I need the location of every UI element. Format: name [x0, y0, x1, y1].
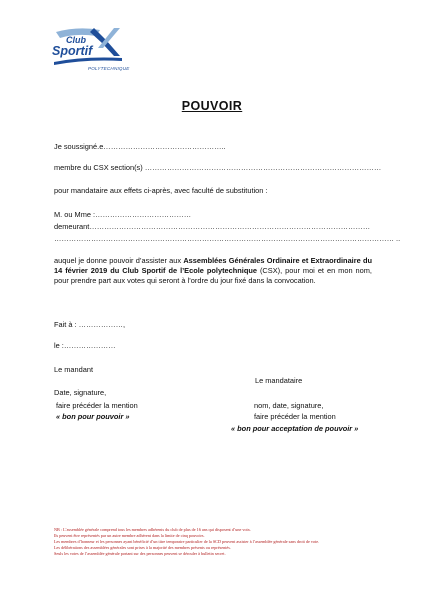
- logo-text-polytechnique: POLYTECHNIQUE: [88, 66, 130, 71]
- club-sportif-logo: [48, 26, 128, 74]
- footnote-line: Ils peuvent être représentés par un autre membre adhérent dans la limite de cinq pouvoirs.: [54, 533, 205, 539]
- footnote-line: Seuls les votes de l’assemblée générale portant sur des personnes peuvent se dérouler à bulletin secret.: [54, 551, 226, 557]
- membre-section-field[interactable]: membre du CSX section(s) ……………………………………………………………………………………: [54, 163, 382, 172]
- fait-a-field[interactable]: Fait à : ………………,: [54, 320, 126, 329]
- logo-text-club: Club: [66, 35, 86, 45]
- demeurant-field[interactable]: demeurant……………………………………………………………………………………………………: [54, 222, 371, 231]
- nom-field[interactable]: M. ou Mme :…………………………………: [54, 210, 192, 219]
- mandant-instruction-2: faire précéder la mention: [56, 401, 138, 410]
- logo-text-sportif: Sportif: [52, 44, 93, 58]
- pouvoir-text-1: auquel je donne pouvoir d’assister aux: [54, 256, 184, 265]
- footnote-line: Les délibérations des assemblées générales sont prises à la majorité des membres présents ou représentés.: [54, 545, 231, 551]
- soussigne-field[interactable]: Je soussigné.e…………………………………………..: [54, 142, 226, 151]
- mandataire-instruction-1: nom, date, signature,: [254, 401, 324, 410]
- footnote-line: Les membres d’honneur et les personnes ayant bénéficié d’un titre temporaire particulier de la SCD peuvent assister à l’assemblée générale sans droit de vote.: [54, 539, 320, 545]
- date-field[interactable]: le :…………………: [54, 341, 116, 350]
- footnotes: [54, 527, 374, 557]
- pouvoir-text-2: (CSX), pour moi et en mon nom, pour prendre part aux votes qui seront à l’ordre du jour fixé dans la convocation.: [54, 265, 372, 285]
- footnote-line: NB : L’assemblée générale comprend tous les membres adhérents du club de plus de 16 ans qui disposent d’une voix.: [54, 527, 251, 532]
- demeurant-continuation-field[interactable]: ………………………………………………………………………………………………………………………… ..: [54, 234, 401, 243]
- mandataire-intro: pour mandataire aux effets ci-après, avec faculté de substitution :: [54, 186, 268, 195]
- assemblees-generales-text: Assemblées Générales Ordinaire et Extraordinaire du 14 février 2019 du Club Sportif de l’Ecole polytechnique: [54, 256, 372, 275]
- mandant-label: Le mandant: [54, 365, 94, 374]
- mandataire-instruction-2: faire précéder la mention: [254, 412, 336, 421]
- page-title: POUVOIR: [181, 99, 243, 113]
- bon-pour-acceptation-text: « bon pour acceptation de pouvoir »: [231, 424, 359, 433]
- mandataire-label: Le mandataire: [255, 376, 303, 385]
- bon-pour-pouvoir-text: « bon pour pouvoir »: [56, 412, 130, 421]
- pouvoir-paragraph: [54, 256, 372, 286]
- mandant-instruction-1: Date, signature,: [54, 388, 107, 397]
